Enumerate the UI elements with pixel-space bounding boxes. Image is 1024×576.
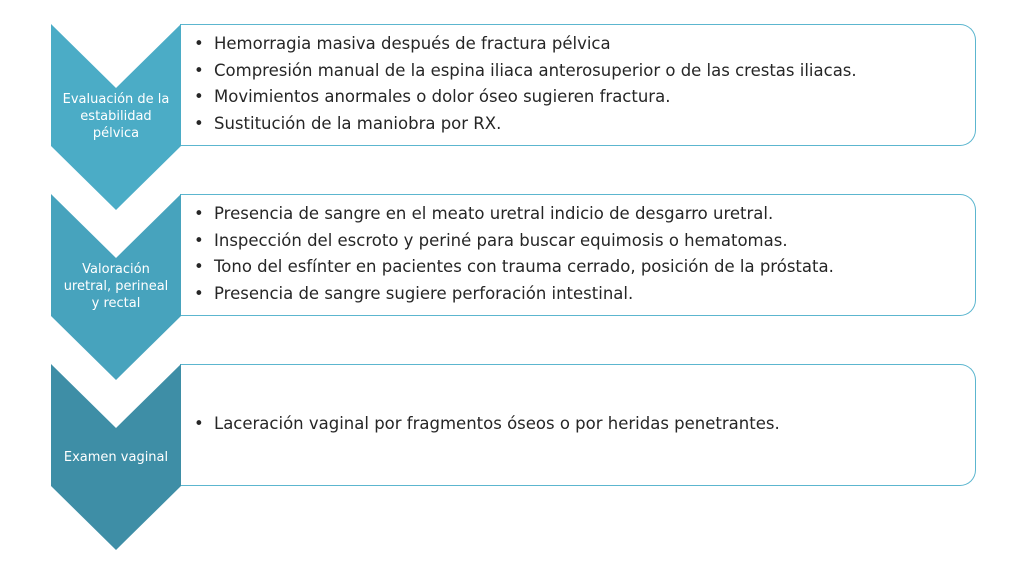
bullet-item: • Presencia de sangre en el meato uretral indicio de desgarro uretral. (190, 201, 834, 228)
bullet-item: • Presencia de sangre sugiere perforación intestinal. (190, 281, 834, 308)
bullet-item: • Movimientos anormales o dolor óseo sugieren fractura. (190, 84, 857, 111)
bullet-item: • Sustitución de la maniobra por RX. (190, 111, 857, 138)
step-1-bullets (190, 31, 857, 137)
bullet-item: • Inspección del escroto y periné para buscar equimosis o hematomas. (190, 228, 834, 255)
bullet-item: • Tono del esfínter en pacientes con trauma cerrado, posición de la próstata. (190, 254, 834, 281)
bullet-item: • Hemorragia masiva después de fractura pélvica (190, 31, 857, 58)
bullet-item: • Compresión manual de la espina iliaca anterosuperior o de las crestas iliacas. (190, 58, 857, 85)
step-3-label: Examen vaginal (63, 450, 169, 465)
step-2-bullets (190, 201, 834, 307)
bullet-item: • Laceración vaginal por fragmentos óseos o por heridas penetrantes. (190, 411, 780, 438)
step-1-label: Evaluación de la estabilidad pélvica (62, 92, 170, 141)
step-3-bullets (190, 411, 780, 438)
step-2-label: Valoración uretral, perineal y rectal (63, 262, 169, 311)
